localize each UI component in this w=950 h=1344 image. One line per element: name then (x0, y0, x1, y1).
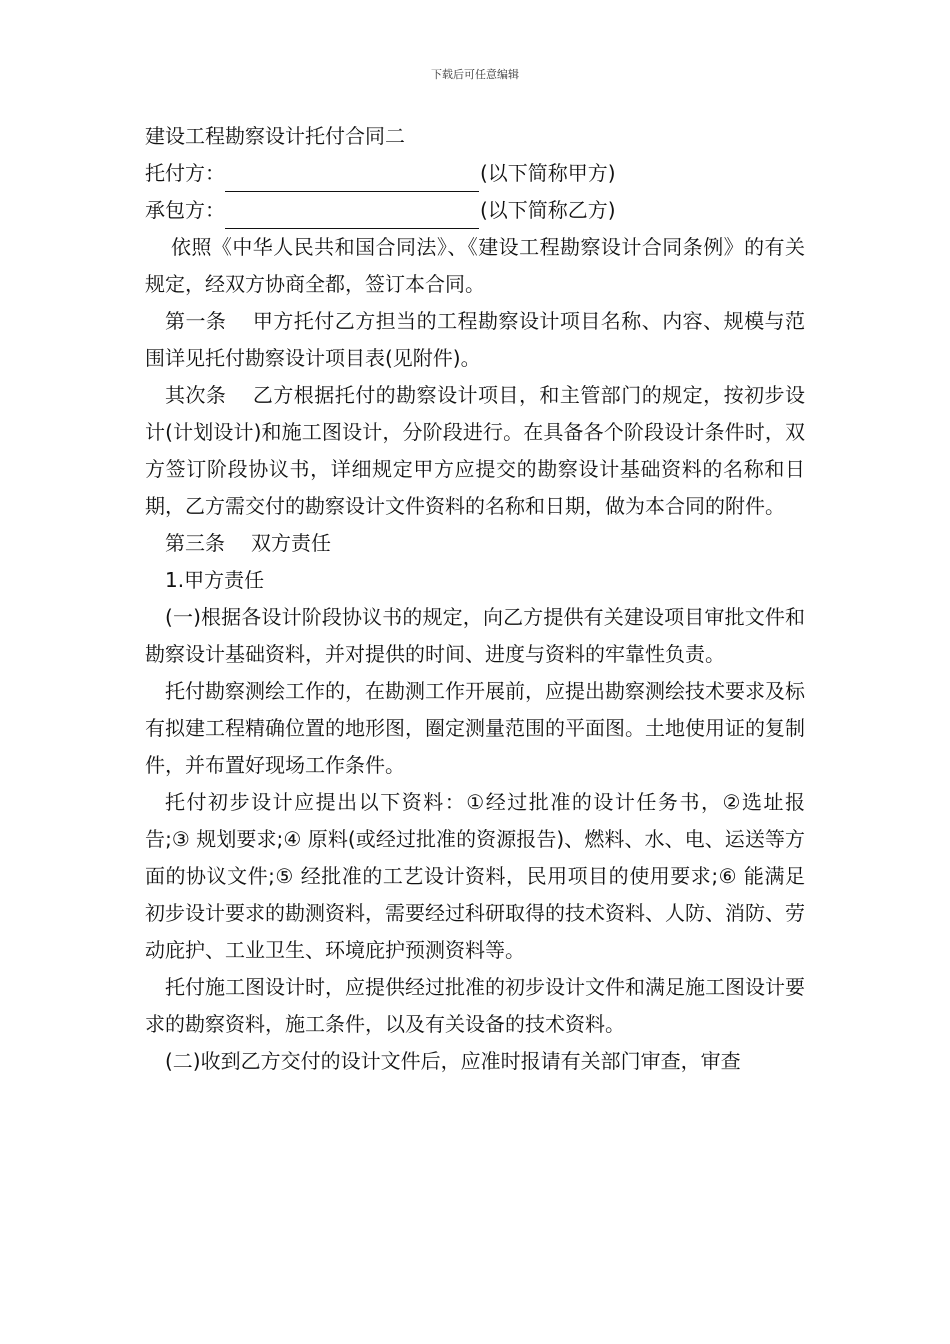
article-3-text: 双方责任 (251, 531, 331, 555)
article-1-text: 甲方托付乙方担当的工程勘察设计项目名称、内容、规模与范围详见托付勘察设计项目表(见附件)。 (145, 309, 806, 370)
item-1-paragraph: (一)根据各设计阶段协议书的规定，向乙方提供有关建设项目审批文件和勘察设计基础资料，并对提供的时间、进度与资料的牢靠性负责。 (145, 605, 805, 666)
article-2-paragraph (145, 377, 805, 525)
survey-paragraph: 托付勘察测绘工作的，在勘测工作开展前，应提出勘察测绘技术要求及标有拟建工程精确位置的地形图，圈定测量范围的平面图。土地使用证的复制件，并布置好现场工作条件。 (145, 679, 805, 777)
party-a-suffix: (以下简称甲方) (480, 161, 616, 185)
construction-design-paragraph: 托付施工图设计时，应提供经过批准的初步设计文件和满足施工图设计要求的勘察资料，施工条件，以及有关设备的技术资料。 (145, 975, 805, 1036)
intro-paragraph: 依照《中华人民共和国合同法》、《建设工程勘察设计合同条例》的有关规定，经双方协商全都，签订本合同。 (145, 235, 805, 296)
preliminary-design-paragraph: 托付初步设计应提出以下资料：①经过批准的设计任务书，②选址报告;③ 规划要求;④ 原料(或经过批准的资源报告)、燃料、水、电、运送等方面的协议文件;⑤ 经批准的工艺设计资料，民用项目的使用要求;⑥ 能满足初步设计要求的勘测资料，需要经过科研取得的技术资料、人防、消防、劳动庇护、工业卫生、环境庇护预测资料等。 (145, 790, 805, 962)
party-b-line (145, 192, 805, 229)
article-1-heading: 第一条 (165, 309, 227, 333)
document-title: 建设工程勘察设计托付合同二 (145, 124, 405, 148)
contract-body (145, 118, 805, 1080)
party-b-label: 承包方： (145, 198, 225, 222)
page-header-note: 下载后可任意编辑 (431, 68, 519, 81)
section-1-heading: 1.甲方责任 (165, 568, 265, 592)
article-3-heading: 第三条 (165, 531, 225, 555)
party-a-line (145, 155, 805, 192)
party-a-label: 托付方： (145, 161, 225, 185)
party-a-blank-field[interactable] (225, 169, 479, 192)
article-2-heading: 其次条 (165, 383, 227, 407)
item-2-paragraph: (二)收到乙方交付的设计文件后，应准时报请有关部门审查，审查 (165, 1049, 741, 1073)
party-b-suffix: (以下简称乙方) (480, 198, 616, 222)
article-2-text: 乙方根据托付的勘察设计项目，和主管部门的规定，按初步设计(计划设计)和施工图设计，分阶段进行。在具备各个阶段设计条件时，双方签订阶段协议书，详细规定甲方应提交的勘察设计基础资料的名称和日期，乙方需交付的勘察设计文件资料的名称和日期，做为本合同的附件。 (145, 383, 806, 518)
article-3-paragraph (145, 525, 805, 562)
party-b-blank-field[interactable] (225, 206, 479, 229)
article-1-paragraph (145, 303, 805, 377)
